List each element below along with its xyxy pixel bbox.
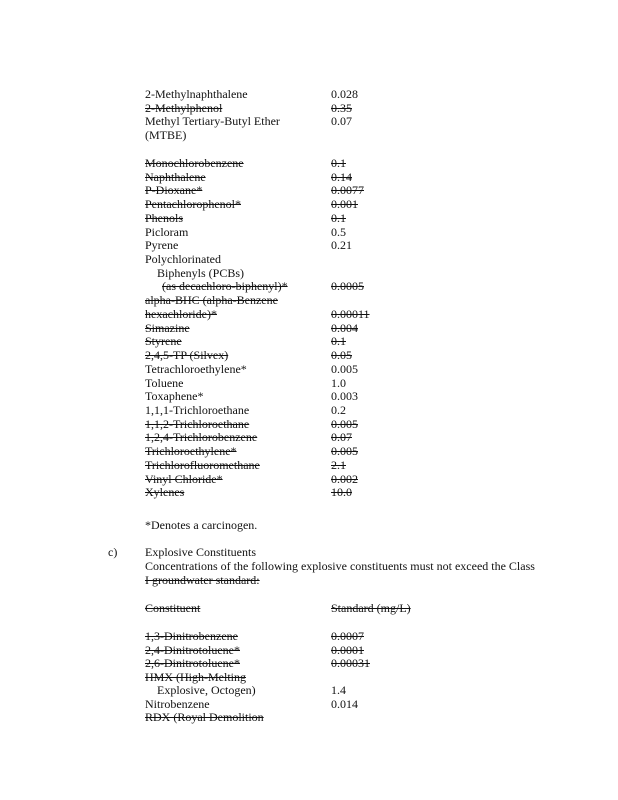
standard-value: 1.0	[331, 375, 346, 390]
constituent-name: Xylenes	[145, 485, 185, 500]
standard-value: 0.001	[331, 197, 358, 212]
standard-value: 0.0077	[331, 183, 364, 198]
table-row	[145, 670, 585, 684]
standard-value: 0.00011	[331, 306, 370, 321]
standard-value: 0.2	[331, 402, 346, 417]
constituent-name: RDX (Royal Demolition	[145, 710, 264, 724]
constituent-name: Phenols	[145, 210, 184, 225]
constituent-name: P-Dioxane*	[145, 183, 203, 198]
standard-value: 0.0007	[331, 629, 364, 643]
constituent-name: Trichloroethylene*	[145, 444, 237, 459]
table-row	[145, 307, 585, 321]
constituent-name: Naphthalene	[145, 169, 206, 184]
standard-value: 0.1	[331, 210, 346, 225]
constituent-name: 1,1,2-Trichloroethane	[145, 416, 250, 431]
table-row	[145, 266, 585, 280]
standard-value: 0.21	[331, 238, 352, 253]
section-title: Explosive Constituents	[145, 545, 256, 559]
constituent-name: (as decachloro-biphenyl)*	[162, 279, 288, 294]
constituent-name: Toxaphene*	[145, 389, 204, 404]
table-row	[145, 279, 585, 293]
table-row	[145, 101, 585, 115]
standard-value: 10.0	[331, 485, 352, 500]
table-row	[145, 472, 585, 486]
constituent-name: Styrene	[145, 334, 182, 349]
standard-value: 0.028	[331, 87, 358, 101]
table-row	[145, 403, 585, 417]
constituent-name: Monochlorobenzene	[145, 156, 244, 170]
table-row	[145, 485, 585, 499]
carcinogen-footnote: *Denotes a carcinogen.	[145, 518, 258, 532]
constituent-name: Polychlorinated	[145, 252, 221, 267]
section-intro-line-1: Concentrations of the following explosive constituents must not exceed the Class	[145, 559, 535, 573]
table-row	[145, 417, 585, 431]
constituent-name: 1,3-Dinitrobenzene	[145, 629, 238, 643]
header-constituent: Constituent	[145, 601, 201, 615]
table-row	[145, 362, 585, 376]
header-standard: Standard (mg/L)	[331, 601, 411, 615]
standard-value: 0.14	[331, 169, 352, 184]
constituent-name: Picloram	[145, 224, 189, 239]
standard-value: 0.5	[331, 224, 346, 239]
table-row	[145, 376, 585, 390]
table-row	[145, 643, 585, 657]
standard-value: 0.003	[331, 389, 358, 404]
table-row	[145, 656, 585, 670]
constituent-name: Simazine	[145, 320, 190, 335]
table-row	[145, 225, 585, 239]
table-row	[145, 710, 585, 724]
table-row	[145, 293, 585, 307]
table-row	[145, 170, 585, 184]
table-row	[145, 183, 585, 197]
table-row	[145, 238, 585, 252]
constituent-name: Methyl Tertiary-Butyl Ether	[145, 114, 280, 129]
constituent-name: 2,6-Dinitrotoluene*	[145, 656, 240, 670]
standard-value: 0.004	[331, 320, 358, 335]
table-row	[145, 87, 585, 101]
table-row	[145, 128, 585, 142]
constituent-name: 2,4-Dinitrotoluene*	[145, 642, 240, 657]
standard-value: 0.002	[331, 471, 358, 486]
table-row	[145, 697, 585, 711]
table-row	[145, 114, 585, 128]
standard-value: 0.0001	[331, 642, 364, 657]
standard-value: 0.0005	[331, 279, 364, 294]
table-row	[145, 629, 585, 643]
table-row	[145, 348, 585, 362]
constituent-name: Explosive, Octogen)	[157, 683, 256, 697]
constituent-name: Biphenyls (PCBs)	[157, 265, 245, 280]
table-row	[145, 334, 585, 348]
constituent-name: Trichlorofluoromethane	[145, 457, 260, 472]
standard-value: 0.005	[331, 361, 358, 376]
standard-value: 0.35	[331, 100, 352, 115]
standard-value: 0.1	[331, 156, 346, 170]
constituent-name: HMX (High-Melting	[145, 669, 246, 684]
constituent-name: Toluene	[145, 375, 184, 390]
table-row	[145, 430, 585, 444]
table-row	[145, 683, 585, 697]
constituent-name: 2-Methylphenol	[145, 100, 223, 115]
table-row	[145, 197, 585, 211]
constituent-name: Tetrachloroethylene*	[145, 361, 247, 376]
standard-value: 0.1	[331, 334, 346, 349]
table-row	[145, 389, 585, 403]
standard-value: 0.07	[331, 430, 352, 445]
constituent-name: Nitrobenzene	[145, 696, 210, 711]
constituent-name: alpha-BHC (alpha-Benzene	[145, 293, 278, 308]
constituent-name: 2,4,5-TP (Silvex)	[145, 348, 229, 363]
section-intro-line-2	[145, 573, 260, 587]
constituent-name: (MTBE)	[145, 127, 187, 142]
standard-value: 2.1	[331, 457, 346, 472]
standard-value: 0.07	[331, 114, 352, 129]
table-header-row	[145, 601, 585, 615]
table-row	[145, 444, 585, 458]
constituent-name: 2-Methylnaphthalene	[145, 87, 248, 101]
constituent-name: 1,1,1-Trichloroethane	[145, 402, 250, 417]
constituent-name: 1,2,4-Trichlorobenzene	[145, 430, 258, 445]
constituent-name: Pyrene	[145, 238, 179, 253]
standard-value: 0.00031	[331, 656, 370, 670]
standard-value: 0.005	[331, 416, 358, 431]
table-row	[145, 156, 585, 170]
standard-value: 0.014	[331, 696, 358, 711]
constituent-name: Vinyl Chloride*	[145, 471, 223, 486]
section-label: c)	[108, 545, 118, 559]
standard-value: 0.005	[331, 444, 358, 459]
table-row	[145, 321, 585, 335]
table-row	[145, 211, 585, 225]
constituent-name: hexachloride)*	[145, 306, 217, 321]
table-row	[145, 458, 585, 472]
table-row	[145, 252, 585, 266]
constituent-name: Pentachlorophenol*	[145, 197, 241, 212]
section-intro-line-2-text: I groundwater standard:	[145, 573, 260, 587]
standard-value: 1.4	[331, 683, 346, 697]
standard-value: 0.05	[331, 348, 352, 363]
